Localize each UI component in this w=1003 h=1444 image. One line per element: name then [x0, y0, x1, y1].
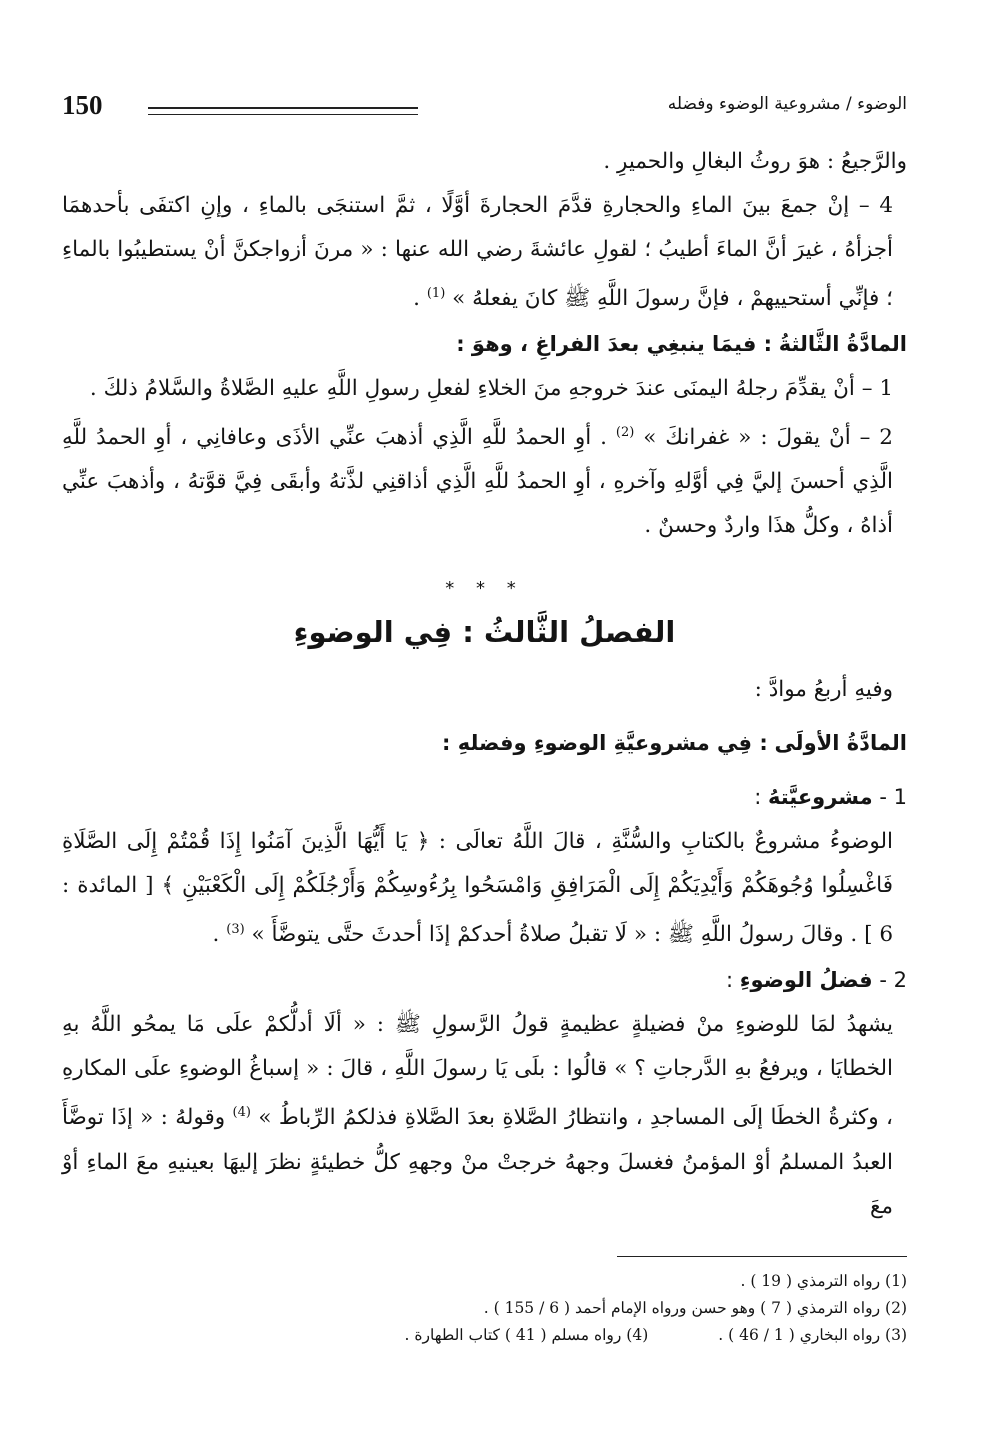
footnote-ref-1: (1) — [426, 286, 446, 301]
list-item-2 — [62, 411, 907, 548]
section-heading-first — [62, 720, 907, 766]
section-heading-first-label: المادَّةُ الأولَى — [774, 731, 907, 756]
virtue-text-after: وقولهُ : « إذَا توضَّأَ العبدُ المسلمُ أوْ المؤمنُ فغسلَ وجههُ خرجتْ منْ وجههِ كلُّ خطيئةٍ نظرَ إليهَا بعينيهِ معَ الماءِ أوْ معَ — [62, 1105, 893, 1219]
paragraph-legitimacy — [62, 820, 907, 957]
chapter-title: الفصلُ الثَّالثُ : فِي الوضوءِ — [293, 615, 676, 650]
footnote-ref-2: (2) — [615, 425, 635, 441]
subheading-legitimacy — [62, 774, 907, 820]
virtue-text-before: يشهدُ لمَا للوضوءِ منْ فضيلةٍ عظيمةٍ قولُ الرَّسولِ ﷺ : « ألَا أدلُّكمْ علَى مَا يمحُو اللَّهُ بهِ الخطايَا ، ويرفعُ بهِ الدَّرجاتِ ؟ » قالُوا : بلَى يَا رسولَ اللَّهِ ، قالَ : « إسباغُ الوضوءِ علَى المكارهِ ، وكثرةُ الخطَا إلَى المساجدِ ، وانتظارُ الصَّلاةِ بعدَ الصَّلاةِ فذلكمُ الرِّباطُ » — [62, 1012, 893, 1131]
footnote-1 — [147, 1268, 907, 1295]
footnote-ref-3: (3) — [226, 922, 245, 938]
point-4-text: 4 – إنْ جمعَ بينَ الماءِ والحجارةِ قدَّمَ الحجارةَ أوَّلًا ، ثمَّ استنجَى بالماءِ ، وإنِ اكتفَى بأحدهمَا أجزأهُ ، غيرَ أنَّ الماءَ أطيبُ ؛ لقولِ عائشةَ رضي الله عنها : « مرنَ أزواجكنَّ أنْ يستطيبُوا بالماءِ ؛ فإنِّي أستحييهمْ ، فإنَّ رسولَ اللَّهِ ﷺ كانَ يفعلهُ » — [62, 193, 893, 312]
paragraph-rajee: والرَّجيعُ : هوَ روثُ البغالِ والحميرِ . — [603, 149, 907, 174]
list-item-1: 1 – أنْ يقدِّمَ رجلهُ اليمنَى عندَ خروجهِ منَ الخلاءِ لفعلِ رسولِ اللَّهِ عليهِ الصَّلاةُ والسَّلامُ ذلكَ . — [89, 376, 893, 402]
running-header — [62, 88, 907, 128]
footnote-ref-4: (4) — [232, 1105, 251, 1121]
page-number: 150 — [62, 90, 103, 120]
header-rule — [148, 107, 418, 115]
legitimacy-end: . — [212, 922, 220, 948]
section-heading-third — [62, 321, 907, 367]
subheading-virtue-number: 2 - — [879, 968, 907, 993]
footnote-3-4 — [147, 1322, 907, 1349]
section-heading-first-text: : فِي مشروعيَّةِ الوضوءِ وفضلهِ : — [442, 731, 768, 756]
subheading-virtue — [62, 957, 907, 1003]
footnote-3-text: (3) رواه البخاري ( 1 / 46 ) . — [718, 1326, 907, 1344]
paragraph-point-4 — [62, 184, 907, 321]
footnote-2 — [147, 1295, 907, 1322]
subheading-legitimacy-label: مشروعيَّتهُ — [767, 785, 873, 810]
list-item-2-before: 2 – أنْ يقولَ : « غفرانكَ » — [643, 425, 893, 451]
paragraph-virtue — [62, 1003, 907, 1228]
header-title: الوضوء / مشروعية الوضوء وفضله — [667, 94, 907, 114]
subheading-virtue-label: فضلُ الوضوءِ — [739, 968, 873, 993]
footnote-1-text: (1) رواه الترمذي ( 19 ) . — [740, 1272, 907, 1290]
section-heading-third-text: : فيمَا ينبغِي بعدَ الفراغِ ، وهوَ : — [456, 332, 773, 357]
point-4-end: . — [413, 286, 420, 312]
subheading-legitimacy-colon: : — [754, 785, 762, 810]
subheading-legitimacy-number: 1 - — [879, 785, 907, 810]
section-heading-third-label: المادَّةُ الثَّالثةُ — [778, 332, 907, 357]
footnotes — [147, 1268, 907, 1349]
footnote-rule — [617, 1256, 907, 1257]
footnote-2-text: (2) رواه الترمذي ( 7 ) وهو حسن ورواه الإمام أحمد ( 6 / 155 ) . — [483, 1299, 907, 1317]
footnote-4-text: (4) رواه مسلم ( 41 ) كتاب الطهارة . — [404, 1326, 649, 1344]
page-body — [62, 140, 907, 1229]
subheading-virtue-colon: : — [725, 968, 734, 993]
list-item-2-after: . أوِ الحمدُ للَّهِ الَّذِي أذهبَ عنِّي الأذَى وعافانِي ، أوِ الحمدُ للَّهِ الَّذِي أحسنَ إليَّ فِي أوَّلهِ وآخرهِ ، أوِ الحمدُ للَّهِ الَّذِي أذاقنِي لذَّتهُ وأبقَى فِيَّ قوَّتهُ ، وأذهبَ عنِّي أذاهُ ، وكلُّ هذَا واردٌ وحسنٌ . — [62, 425, 893, 539]
legitimacy-text: الوضوءُ مشروعٌ بالكتابِ والسُّنَّةِ ، قالَ اللَّهُ تعالَى : ﴿ يَا أَيُّهَا الَّذِينَ آمَنُوا إِذَا قُمْتُمْ إِلَى الصَّلَاةِ فَاغْسِلُوا وُجُوهَكُمْ وَأَيْدِيَكُمْ إِلَى الْمَرَافِقِ وَامْسَحُوا بِرُءُوسِكُمْ وَأَرْجُلَكُمْ إِلَى الْكَعْبَيْنِ ﴾ [ المائدة : 6 ] . وقالَ رسولُ اللَّهِ ﷺ : « لَا تقبلُ صلاةُ أحدكمْ إذَا أحدثَ حتَّى يتوضَّأَ » — [62, 829, 893, 948]
section-separator: * * * — [445, 578, 524, 600]
chapter-intro: وفيهِ أربعُ موادَّ : — [754, 677, 893, 703]
